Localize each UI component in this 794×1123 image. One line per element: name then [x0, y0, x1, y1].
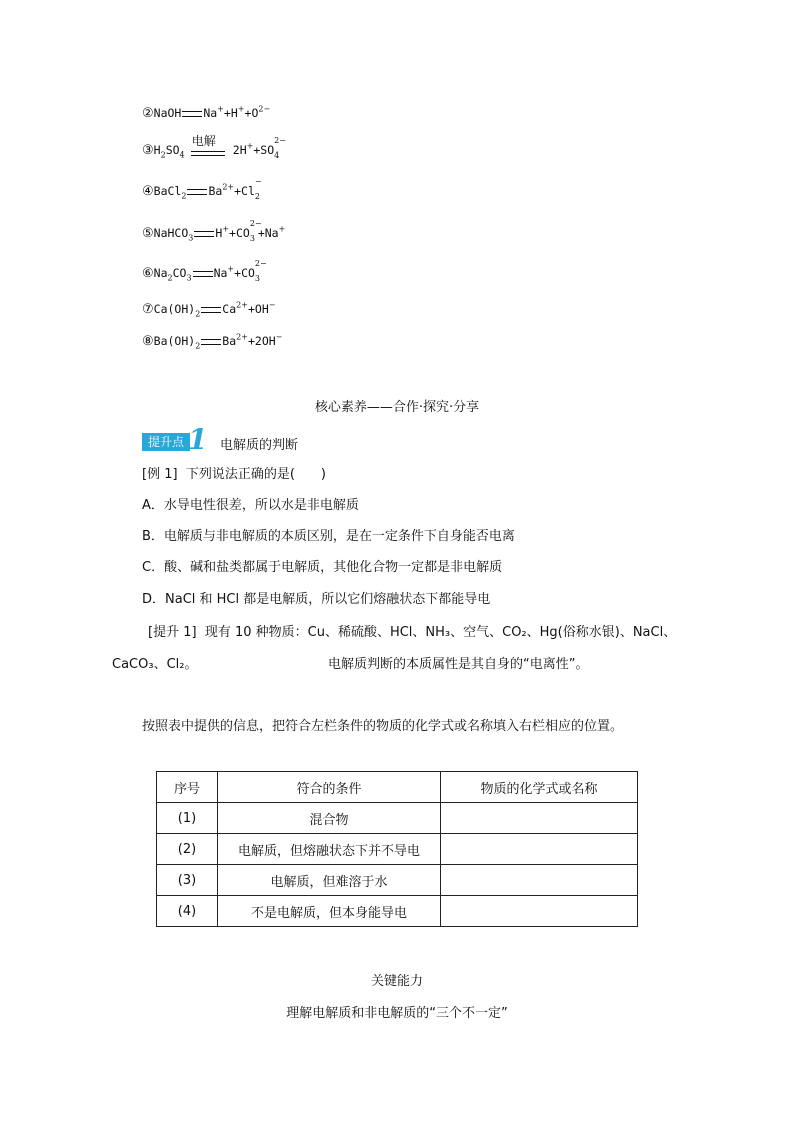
key-ability-title: 关键能力 [370, 974, 423, 989]
ion-charge: 2+ [236, 332, 248, 342]
ion-script [254, 259, 267, 283]
ion: SO [260, 143, 275, 157]
option-d: D．NaCl 和 HCl 都是电解质，所以它们熔融状态下都能导电 [142, 592, 491, 607]
section-title: 核心素养——合作·探究·分享 [314, 400, 480, 415]
ion: 2OH [254, 334, 276, 348]
ion-charge: − [254, 177, 262, 186]
table-row [157, 896, 638, 927]
plus-sign: + [247, 334, 255, 348]
plus-sign: + [234, 266, 242, 280]
reactant: CO [172, 266, 187, 280]
equation-number: ② [142, 106, 154, 121]
option-c: C．酸、碱和盐类都属于电解质，其他化合物一定都是非电解质 [142, 560, 503, 575]
tisheng-line-1 [148, 624, 676, 642]
tisheng-badge [142, 423, 208, 456]
table-row [157, 834, 638, 865]
row-answer-cell[interactable] [441, 834, 638, 865]
ion-charge: 2− [274, 136, 286, 145]
equation-number: ③ [142, 143, 154, 158]
ion-charge: − [268, 300, 276, 310]
ion: Ba [222, 334, 237, 348]
tisheng-line-2: CaCO₃、Cl₂。 [112, 657, 198, 672]
ion-charge: + [222, 224, 230, 234]
equation-5 [142, 219, 286, 243]
table-row [157, 803, 638, 834]
equals-sign [182, 111, 202, 117]
tisheng-prefix: [提升 1] [148, 625, 197, 640]
equation-8 [142, 332, 282, 351]
ion-charge: + [217, 104, 224, 114]
example-question-text: 下列说法正确的是( ) [185, 467, 326, 482]
plus-sign: + [257, 226, 265, 240]
ion-charge: 2+ [236, 300, 248, 310]
ion-charge: + [237, 104, 245, 114]
ion-script [274, 136, 286, 160]
subscript: 4 [179, 150, 185, 160]
example-prefix: [例 1] [142, 467, 178, 482]
equation-7 [142, 300, 275, 319]
instruction-text: 按照表中提供的信息，把符合左栏条件的物质的化学式或名称填入右栏相应的位置。 [142, 719, 624, 734]
ion: CO [235, 226, 250, 240]
plus-sign: + [253, 143, 261, 157]
equals-sign [201, 307, 221, 313]
badge-number: 1 [188, 423, 208, 456]
answer-table [156, 771, 638, 927]
plus-sign: + [247, 302, 255, 316]
row-condition: 电解质，但熔融状态下并不导电 [218, 834, 441, 865]
row-answer-cell[interactable] [441, 865, 638, 896]
subscript: 2 [167, 273, 173, 283]
equals-sign [191, 151, 225, 156]
ion: Na [213, 266, 228, 280]
ion: CO [241, 266, 255, 280]
subscript: 2 [254, 192, 260, 201]
ion: Ba [208, 184, 223, 198]
equation-number: ⑦ [142, 302, 154, 317]
reactant: NaOH [153, 106, 182, 120]
row-number: (4) [157, 896, 218, 927]
table-row [157, 865, 638, 896]
row-condition: 电解质，但难溶于水 [218, 865, 441, 896]
ion-charge: 2+ [222, 182, 235, 192]
ion: Na [203, 106, 218, 120]
option-a: A．水导电性很差，所以水是非电解质 [142, 498, 359, 513]
equation-4 [142, 177, 263, 201]
subscript: 2 [160, 150, 166, 160]
plus-sign: + [244, 106, 252, 120]
row-number: (3) [157, 865, 218, 896]
reactant: BaCl [153, 184, 182, 198]
equation-3 [142, 134, 286, 160]
subscript: 3 [188, 233, 194, 243]
ion: OH [254, 302, 269, 316]
ion-script [249, 219, 262, 243]
equation-number: ⑥ [142, 266, 154, 281]
equals-sign [194, 231, 214, 237]
ion: Na [264, 226, 279, 240]
ion-charge: 2− [254, 259, 267, 268]
ion-charge: − [275, 332, 283, 342]
plus-sign: + [223, 106, 231, 120]
row-number: (2) [157, 834, 218, 865]
equals-sign [187, 189, 207, 195]
ion-script [254, 177, 263, 201]
reactant: Ca(OH) [153, 302, 196, 316]
electrolysis-arrow [191, 134, 227, 159]
understand-subtitle: 理解电解质和非电解质的“三个不一定” [286, 1006, 508, 1021]
plus-sign: + [229, 226, 236, 240]
ion-charge: 2− [258, 104, 271, 114]
subscript: 2 [195, 341, 201, 351]
subscript: 3 [186, 273, 192, 283]
table-header-row [157, 772, 638, 803]
ion: Cl [241, 184, 255, 198]
row-answer-cell[interactable] [441, 803, 638, 834]
reactant: Na [153, 266, 168, 280]
subscript: 3 [249, 234, 255, 243]
header-number: 序号 [157, 772, 218, 803]
subscript: 3 [254, 274, 261, 283]
reactant: Ba(OH) [153, 334, 196, 348]
ion-charge: + [227, 264, 235, 274]
row-condition: 不是电解质，但本身能导电 [218, 896, 441, 927]
ion: O [251, 106, 259, 120]
tisheng-text: 现有 10 种物质：Cu、稀硫酸、HCl、NH₃、空气、CO₂、Hg(俗称水银)、NaCl、 [204, 625, 677, 640]
equation-number: ④ [142, 184, 154, 199]
equation-number: ⑧ [142, 334, 154, 349]
header-condition: 符合的条件 [218, 772, 441, 803]
subscript: 2 [195, 309, 201, 319]
row-answer-cell[interactable] [441, 896, 638, 927]
ion-charge: + [246, 141, 254, 151]
row-condition: 混合物 [218, 803, 441, 834]
subscript: 4 [274, 151, 280, 160]
equals-sign [193, 271, 213, 277]
row-number: (1) [157, 803, 218, 834]
badge-label: 提升点 [142, 433, 190, 451]
equation-6 [142, 259, 267, 283]
equals-sign [201, 339, 221, 345]
point-title: 电解质的判断 [220, 438, 299, 453]
ion: H [230, 106, 238, 120]
example-question [142, 466, 326, 484]
ion-charge: + [278, 224, 286, 234]
reactant: H [153, 143, 161, 157]
plus-sign: + [234, 184, 242, 198]
subscript: 2 [181, 191, 187, 201]
ion: H [215, 226, 223, 240]
option-b: B．电解质与非电解质的本质区别，是在一定条件下自身能否电离 [142, 529, 515, 544]
header-answer: 物质的化学式或名称 [441, 772, 638, 803]
tisheng-hint: 电解质判断的本质属性是其自身的“电离性”。 [328, 657, 589, 672]
ion: Ca [222, 302, 237, 316]
equation-2 [142, 104, 270, 123]
ion-charge: 2− [249, 219, 262, 228]
reactant: NaHCO [153, 226, 189, 240]
ion: 2H [232, 143, 247, 157]
condition-label: 电解 [191, 134, 216, 148]
reactant: SO [165, 143, 180, 157]
equation-number: ⑤ [142, 226, 154, 241]
